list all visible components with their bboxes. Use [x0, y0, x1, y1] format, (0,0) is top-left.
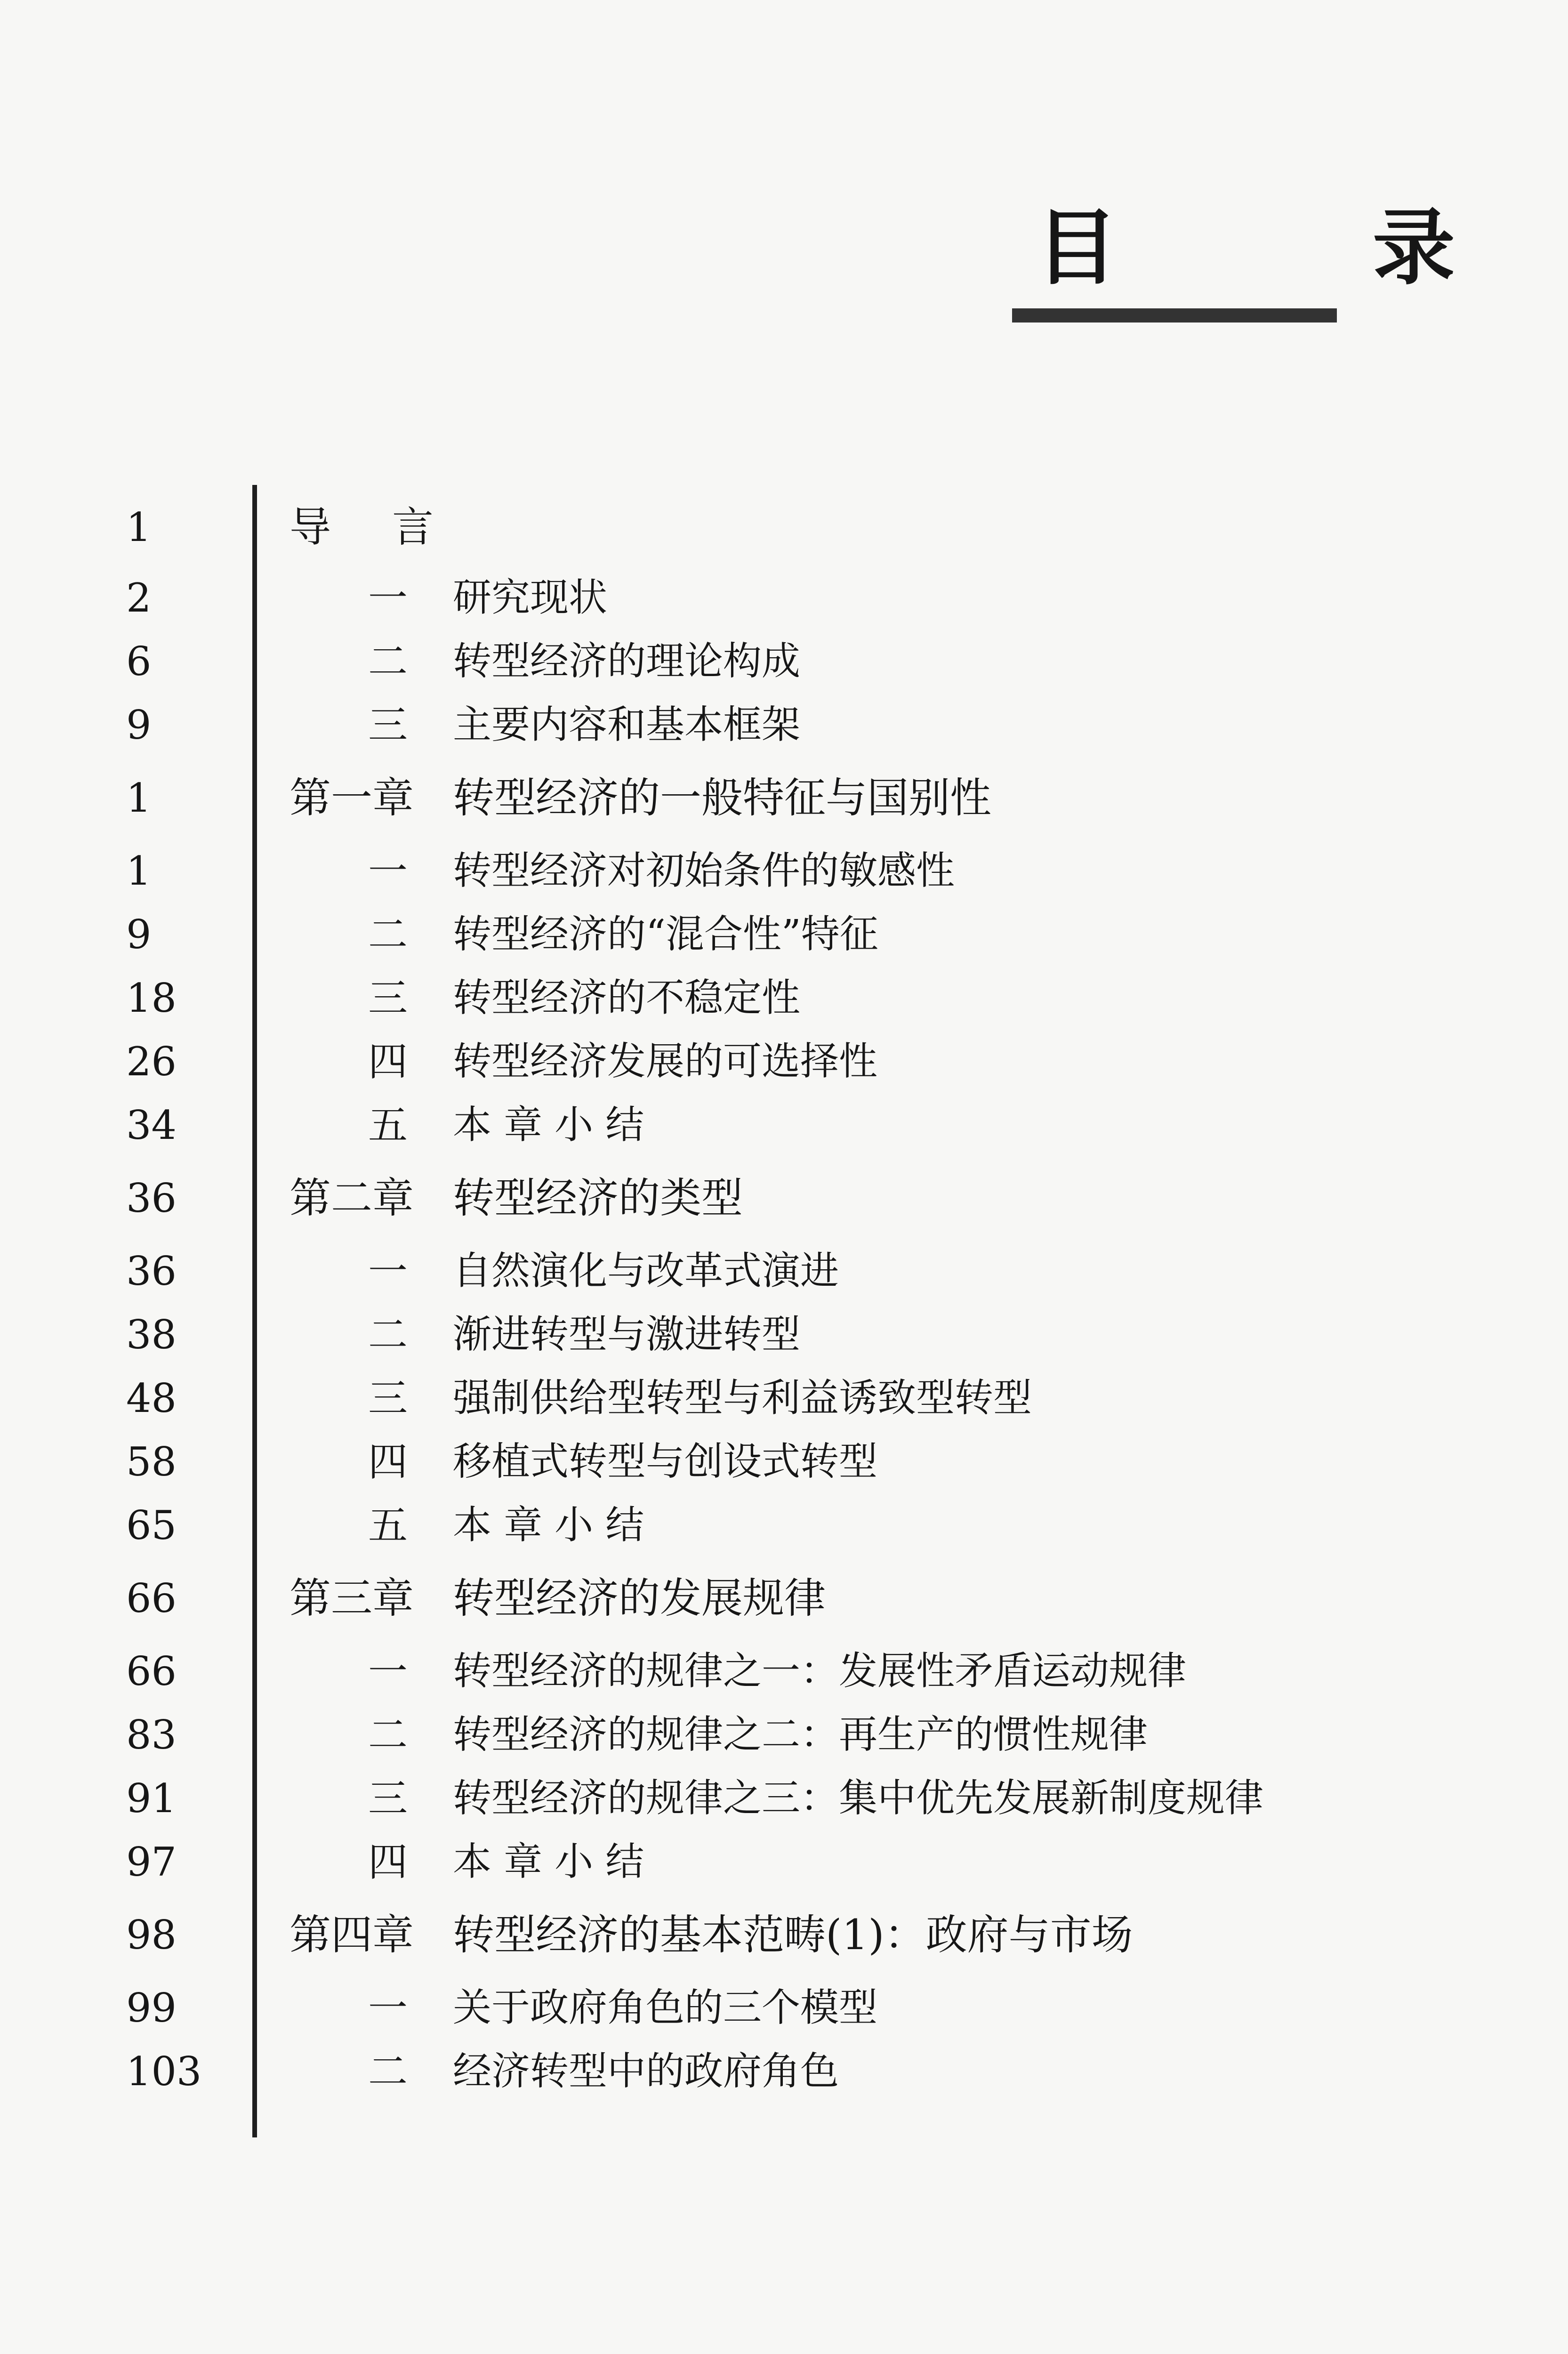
toc-section-number: 五 — [368, 1502, 408, 1548]
toc-entry-row — [0, 1302, 1399, 1368]
toc-page-number: 83 — [126, 1712, 177, 1758]
toc-page-number: 97 — [126, 1839, 177, 1885]
toc-chapter-number: 第三章 — [289, 1574, 414, 1622]
toc-chapter-number: 第二章 — [289, 1174, 414, 1222]
toc-page-number: 18 — [126, 975, 177, 1021]
toc-page-number: 36 — [126, 1175, 177, 1221]
toc-entry-row — [0, 1429, 1399, 1495]
toc-entry-row — [0, 1238, 1399, 1304]
toc-preface-title: 导言 — [289, 503, 495, 551]
toc-entry-row — [0, 494, 1399, 560]
toc-entry-row — [0, 902, 1399, 967]
toc-entry-row — [0, 692, 1399, 758]
toc-section-title: 强制供给型转型与利益诱致型转型 — [453, 1376, 1032, 1420]
toc-section-title: 转型经济的“混合性”特征 — [453, 912, 878, 957]
toc-section-title: 移植式转型与创设式转型 — [453, 1439, 878, 1484]
toc-section-title: 本 章 小 结 — [453, 1503, 644, 1548]
toc-section-title: 本 章 小 结 — [453, 1839, 644, 1884]
toc-chapter-title: 转型经济的发展规律 — [453, 1574, 826, 1622]
toc-section-number: 一 — [368, 848, 408, 894]
toc-chapter-row — [0, 1902, 1399, 1968]
toc-section-number: 一 — [368, 575, 408, 621]
toc-entry-row — [0, 1365, 1399, 1431]
toc-section-number: 二 — [368, 1312, 408, 1358]
toc-section-number: 五 — [368, 1102, 408, 1148]
toc-section-number: 一 — [368, 1248, 408, 1294]
toc-page-number: 1 — [126, 504, 152, 550]
toc-entry-row — [0, 565, 1399, 631]
toc-section-title: 转型经济的规律之二：再生产的惯性规律 — [453, 1712, 1148, 1757]
toc-entry-row — [0, 1638, 1399, 1704]
toc-page-number: 2 — [126, 575, 152, 621]
toc-section-number: 四 — [368, 1439, 408, 1485]
toc-page-number: 58 — [126, 1439, 177, 1485]
toc-chapter-number: 第四章 — [289, 1911, 414, 1959]
toc-section-number: 三 — [368, 1775, 408, 1822]
toc-page-number: 1 — [126, 848, 152, 894]
toc-section-title: 转型经济的规律之一：发展性矛盾运动规律 — [453, 1649, 1187, 1693]
toc-section-title: 主要内容和基本框架 — [453, 702, 801, 747]
toc-section-title: 转型经济的不稳定性 — [453, 975, 801, 1020]
toc-section-number: 一 — [368, 1648, 408, 1694]
toc-page-number: 65 — [126, 1502, 177, 1548]
toc-entry-row — [0, 2039, 1399, 2104]
toc-chapter-row — [0, 1165, 1399, 1231]
toc-chapter-title: 转型经济的类型 — [453, 1174, 743, 1222]
toc-section-number: 一 — [368, 1985, 408, 2031]
toc-entry-row — [0, 1702, 1399, 1768]
toc-page-number: 34 — [126, 1102, 177, 1148]
toc-section-number: 二 — [368, 2048, 408, 2095]
toc-entry-row — [0, 1766, 1399, 1831]
toc-chapter-title: 转型经济的一般特征与国别性 — [453, 774, 992, 822]
toc-section-title: 渐进转型与激进转型 — [453, 1312, 801, 1357]
toc-section-title: 经济转型中的政府角色 — [453, 2049, 839, 2094]
toc-entry-row — [0, 1092, 1399, 1158]
toc-section-title: 本 章 小 结 — [453, 1103, 644, 1147]
toc-page-number: 9 — [126, 911, 152, 958]
toc-chapter-row — [0, 765, 1399, 831]
toc-section-number: 二 — [368, 1712, 408, 1758]
toc-section-title: 转型经济对初始条件的敏感性 — [453, 848, 955, 893]
toc-section-number: 二 — [368, 911, 408, 958]
toc-section-title: 转型经济发展的可选择性 — [453, 1039, 878, 1084]
toc-page-number: 91 — [126, 1775, 177, 1822]
toc-section-title: 自然演化与改革式演进 — [453, 1249, 839, 1293]
toc-entry-row — [0, 629, 1399, 694]
toc-entry-row — [0, 1492, 1399, 1558]
toc-entry-row — [0, 838, 1399, 904]
toc-section-title: 研究现状 — [453, 575, 608, 620]
toc-chapter-number: 第一章 — [289, 774, 414, 822]
toc-entry-row — [0, 965, 1399, 1031]
toc-page-number: 99 — [126, 1985, 177, 2031]
toc-page-number: 66 — [126, 1648, 177, 1694]
toc-section-number: 三 — [368, 1375, 408, 1421]
toc-page-number: 38 — [126, 1312, 177, 1358]
toc-page-number: 66 — [126, 1575, 177, 1621]
toc-entry-row — [0, 1029, 1399, 1095]
toc-section-number: 四 — [368, 1039, 408, 1085]
toc-page-number: 1 — [126, 775, 152, 821]
toc-page-number: 9 — [126, 702, 152, 748]
toc-section-title: 转型经济的规律之三：集中优先发展新制度规律 — [453, 1776, 1264, 1821]
toc-section-number: 二 — [368, 638, 408, 685]
toc-page-number: 36 — [126, 1248, 177, 1294]
toc-section-number: 三 — [368, 702, 408, 748]
toc-chapter-title: 转型经济的基本范畴(1)：政府与市场 — [453, 1911, 1133, 1959]
toc-section-number: 四 — [368, 1839, 408, 1885]
toc-section-title: 关于政府角色的三个模型 — [453, 1985, 878, 2030]
toc-page-number: 103 — [126, 2048, 202, 2095]
toc-page-number: 98 — [126, 1912, 177, 1958]
page-title: 目 录 — [1036, 201, 1568, 296]
toc-section-title: 转型经济的理论构成 — [453, 639, 801, 684]
toc-section-number: 三 — [368, 975, 408, 1021]
toc-page-number: 26 — [126, 1039, 177, 1085]
toc-entry-row — [0, 1975, 1399, 2041]
toc-chapter-row — [0, 1565, 1399, 1631]
toc-page-number: 48 — [126, 1375, 177, 1421]
toc-page-number: 6 — [126, 638, 152, 685]
toc-entry-row — [0, 1829, 1399, 1895]
